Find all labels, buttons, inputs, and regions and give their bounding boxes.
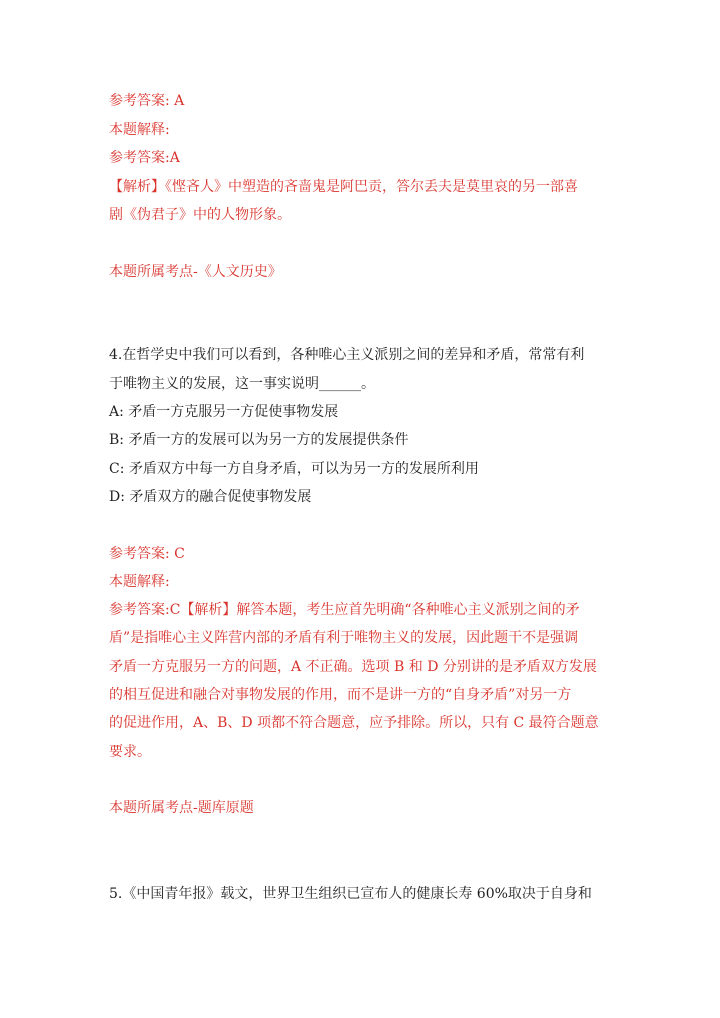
q4-question-line: 4.在哲学史中我们可以看到，各种唯心主义派别之间的差异和矛盾，常常有利 [109, 347, 585, 363]
q4-topic: 本题所属考点-题库原题 [109, 800, 254, 816]
q4-answer-line: 参考答案: C [109, 546, 185, 562]
q3-answer-ref: 参考答案:A [109, 150, 180, 166]
q4-explanation-line: 参考答案:C【解析】解答本题，考生应首先明确“各种唯心主义派别之间的矛 [109, 602, 580, 618]
q4-option-d: D: 矛盾双方的融合促使事物发展 [109, 489, 312, 505]
q3-explanation-line: 剧《伪君子》中的人物形象。 [109, 207, 291, 223]
q4-explanation-line: 的促进作用，A、B、D 项都不符合题意，应予排除。所以，只有 C 最符合题意 [109, 715, 599, 731]
q5-question-line: 5.《中国青年报》载文，世界卫生组织已宣布人的健康长寿 60%取决于自身和 [109, 886, 592, 902]
q4-option-c: C: 矛盾双方中每一方自身矛盾，可以为另一方的发展所利用 [109, 461, 479, 477]
q4-explanation-line: 盾”是指唯心主义阵营内部的矛盾有利于唯物主义的发展，因此题干不是强调 [109, 630, 579, 646]
q3-answer-line: 参考答案: A [109, 93, 185, 109]
q4-explanation-line: 矛盾一方克服另一方的问题，A 不正确。选项 B 和 D 分别讲的是矛盾双方发展 [109, 659, 597, 675]
q4-explanation-label: 本题解释: [109, 574, 170, 590]
q4-question-line: 于唯物主义的发展，这一事实说明______。 [109, 376, 375, 392]
q4-explanation-line: 的相互促进和融合对事物发展的作用，而不是讲一方的“自身矛盾”对另一方 [109, 687, 572, 703]
q4-option-b: B: 矛盾一方的发展可以为另一方的发展提供条件 [109, 432, 409, 448]
q4-explanation-line: 要求。 [109, 744, 151, 760]
q4-option-a: A: 矛盾一方克服另一方促使事物发展 [109, 404, 339, 420]
q3-explanation-line: 【解析】《悭吝人》中塑造的吝啬鬼是阿巴贡，答尔丢夫是莫里哀的另一部喜 [109, 179, 578, 195]
q3-topic: 本题所属考点-《人文历史》 [109, 264, 282, 280]
q3-explanation-label: 本题解释: [109, 122, 170, 138]
